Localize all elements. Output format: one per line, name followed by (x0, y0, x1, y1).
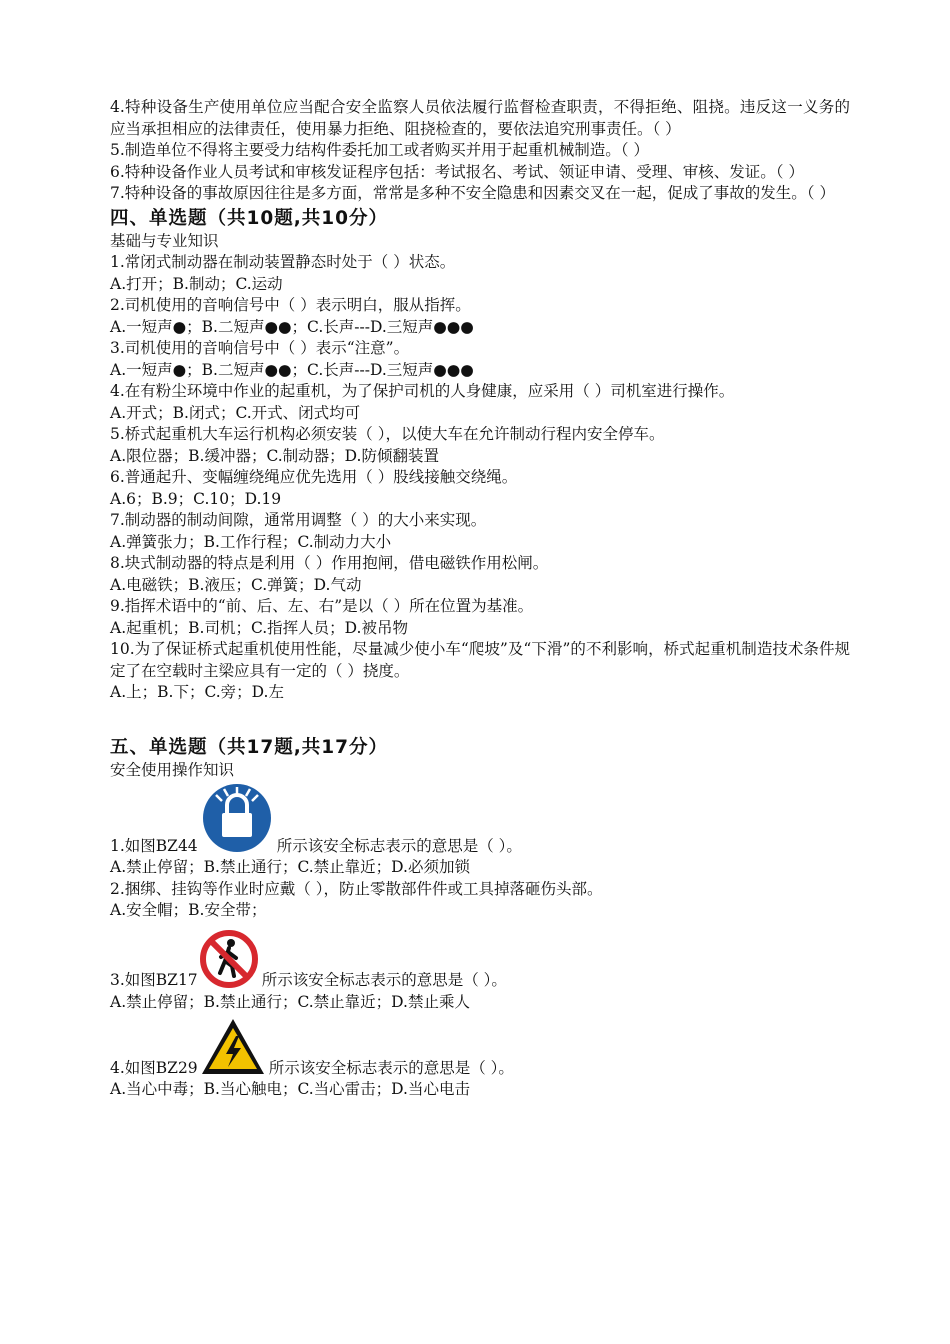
answer-options: A.电磁铁；B.液压；C.弹簧；D.气动 (110, 575, 362, 594)
question-prefix: 3.如图BZ17 (110, 971, 198, 989)
answer-options: A.安全帽；B.安全带； (110, 901, 267, 919)
section-subtitle: 基础与专业知识 (110, 231, 219, 250)
question-text: 7.制动器的制动间隙，通常用调整（ ）的大小来实现。 (110, 511, 487, 529)
electric-hazard-icon (200, 1017, 266, 1077)
answer-options: A.6；B.9；C.10；D.19 (110, 489, 282, 508)
question-text: 2.司机使用的音响信号中（ ）表示明白，服从指挥。 (110, 296, 471, 314)
exam-page (110, 97, 850, 1101)
question-text: 8.块式制动器的特点是利用（ ）作用抱闸，借电磁铁作用松闸。 (110, 554, 549, 572)
question-text: 2.捆绑、挂钩等作业时应戴（ ），防止零散部件件或工具掉落砸伤头部。 (110, 879, 603, 898)
answer-options: A.一短声●；B.二短声●●；C.长声---D.三短声●●● (110, 360, 474, 379)
answer-options: A.上；B.下；C.旁；D.左 (110, 683, 284, 701)
question-prefix: 4.如图BZ29 (110, 1058, 198, 1077)
question-text: 10.为了保证桥式起重机使用性能，尽量减少使小车“爬坡”及“下滑”的不利影响，桥式起重机制造技术条件规定了在空载时主梁应具有一定的（ ）挠度。 (110, 640, 850, 680)
answer-options: A.当心中毒；B.当心触电；C.当心雷击；D.当心电击 (110, 1080, 470, 1098)
question-text: 6.特种设备作业人员考试和审核发证程序包括：考试报名、考试、领证申请、受理、审核、发证。（ ） (110, 162, 804, 181)
section-subtitle: 安全使用操作知识 (110, 760, 235, 779)
answer-options: A.一短声●；B.二短声●●；C.长声---D.三短声●●● (110, 317, 474, 336)
answer-options: A.禁止停留；B.禁止通行；C.禁止靠近；D.禁止乘人 (110, 992, 470, 1011)
question-with-sign (110, 928, 850, 992)
answer-options: A.打开；B.制动；C.运动 (110, 274, 283, 293)
question-text: 7.特种设备的事故原因往往是多方面，常常是多种不安全隐患和因素交叉在一起，促成了事故的发生。（ ） (110, 184, 835, 202)
question-text: 5.桥式起重机大车运行机构必须安装（ ），以使大车在允许制动行程内安全停车。 (110, 425, 665, 443)
no-pedestrian-icon (198, 928, 260, 990)
question-text: 5.制造单位不得将主要受力结构件委托加工或者购买并用于起重机械制造。（ ） (110, 141, 649, 159)
question-text: 4.特种设备生产使用单位应当配合安全监察人员依法履行监督检查职责，不得拒绝、阻挠。违反这一义务的应当承担相应的法律责任，使用暴力拒绝、阻挠检查的，要依法追究刑事责任。（ ） (110, 98, 850, 138)
question-text: 4.在有粉尘环境中作业的起重机，为了保护司机的人身健康，应采用（ ）司机室进行操作。 (110, 382, 735, 400)
question-text: 6.普通起升、变幅缠绕绳应优先选用（ ）股线接触交绕绳。 (110, 468, 518, 486)
answer-options: A.禁止停留；B.禁止通行；C.禁止靠近；D.必须加锁 (110, 858, 470, 876)
question-text: 9.指挥术语中的“前、后、左、右”是以（ ）所在位置为基准。 (110, 597, 534, 615)
answer-options: A.开式；B.闭式；C.开式、闭式均可 (110, 403, 361, 422)
answer-options: A.起重机；B.司机；C.指挥人员；D.被吊物 (110, 618, 408, 637)
answer-options: A.限位器；B.缓冲器；C.制动器；D.防倾翻装置 (110, 446, 439, 465)
lock-mandatory-icon (200, 781, 274, 855)
question-text: 1.常闭式制动器在制动装置静态时处于（ ）状态。 (110, 253, 456, 271)
answer-options: A.弹簧张力；B.工作行程；C.制动力大小 (110, 532, 392, 551)
question-suffix: 所示该安全标志表示的意思是（ ）。 (268, 1058, 514, 1077)
question-prefix: 1.如图BZ44 (110, 836, 198, 855)
question-suffix: 所示该安全标志表示的意思是（ ）。 (261, 971, 507, 989)
section-title: 四、单选题（共10题,共10分） (110, 207, 389, 229)
question-with-sign (110, 1017, 850, 1079)
question-suffix: 所示该安全标志表示的意思是（ ）。 (276, 836, 522, 855)
section-title: 五、单选题（共17题,共17分） (110, 736, 389, 758)
question-text: 3.司机使用的音响信号中（ ）表示“注意”。 (110, 339, 410, 357)
question-with-sign (110, 781, 850, 857)
